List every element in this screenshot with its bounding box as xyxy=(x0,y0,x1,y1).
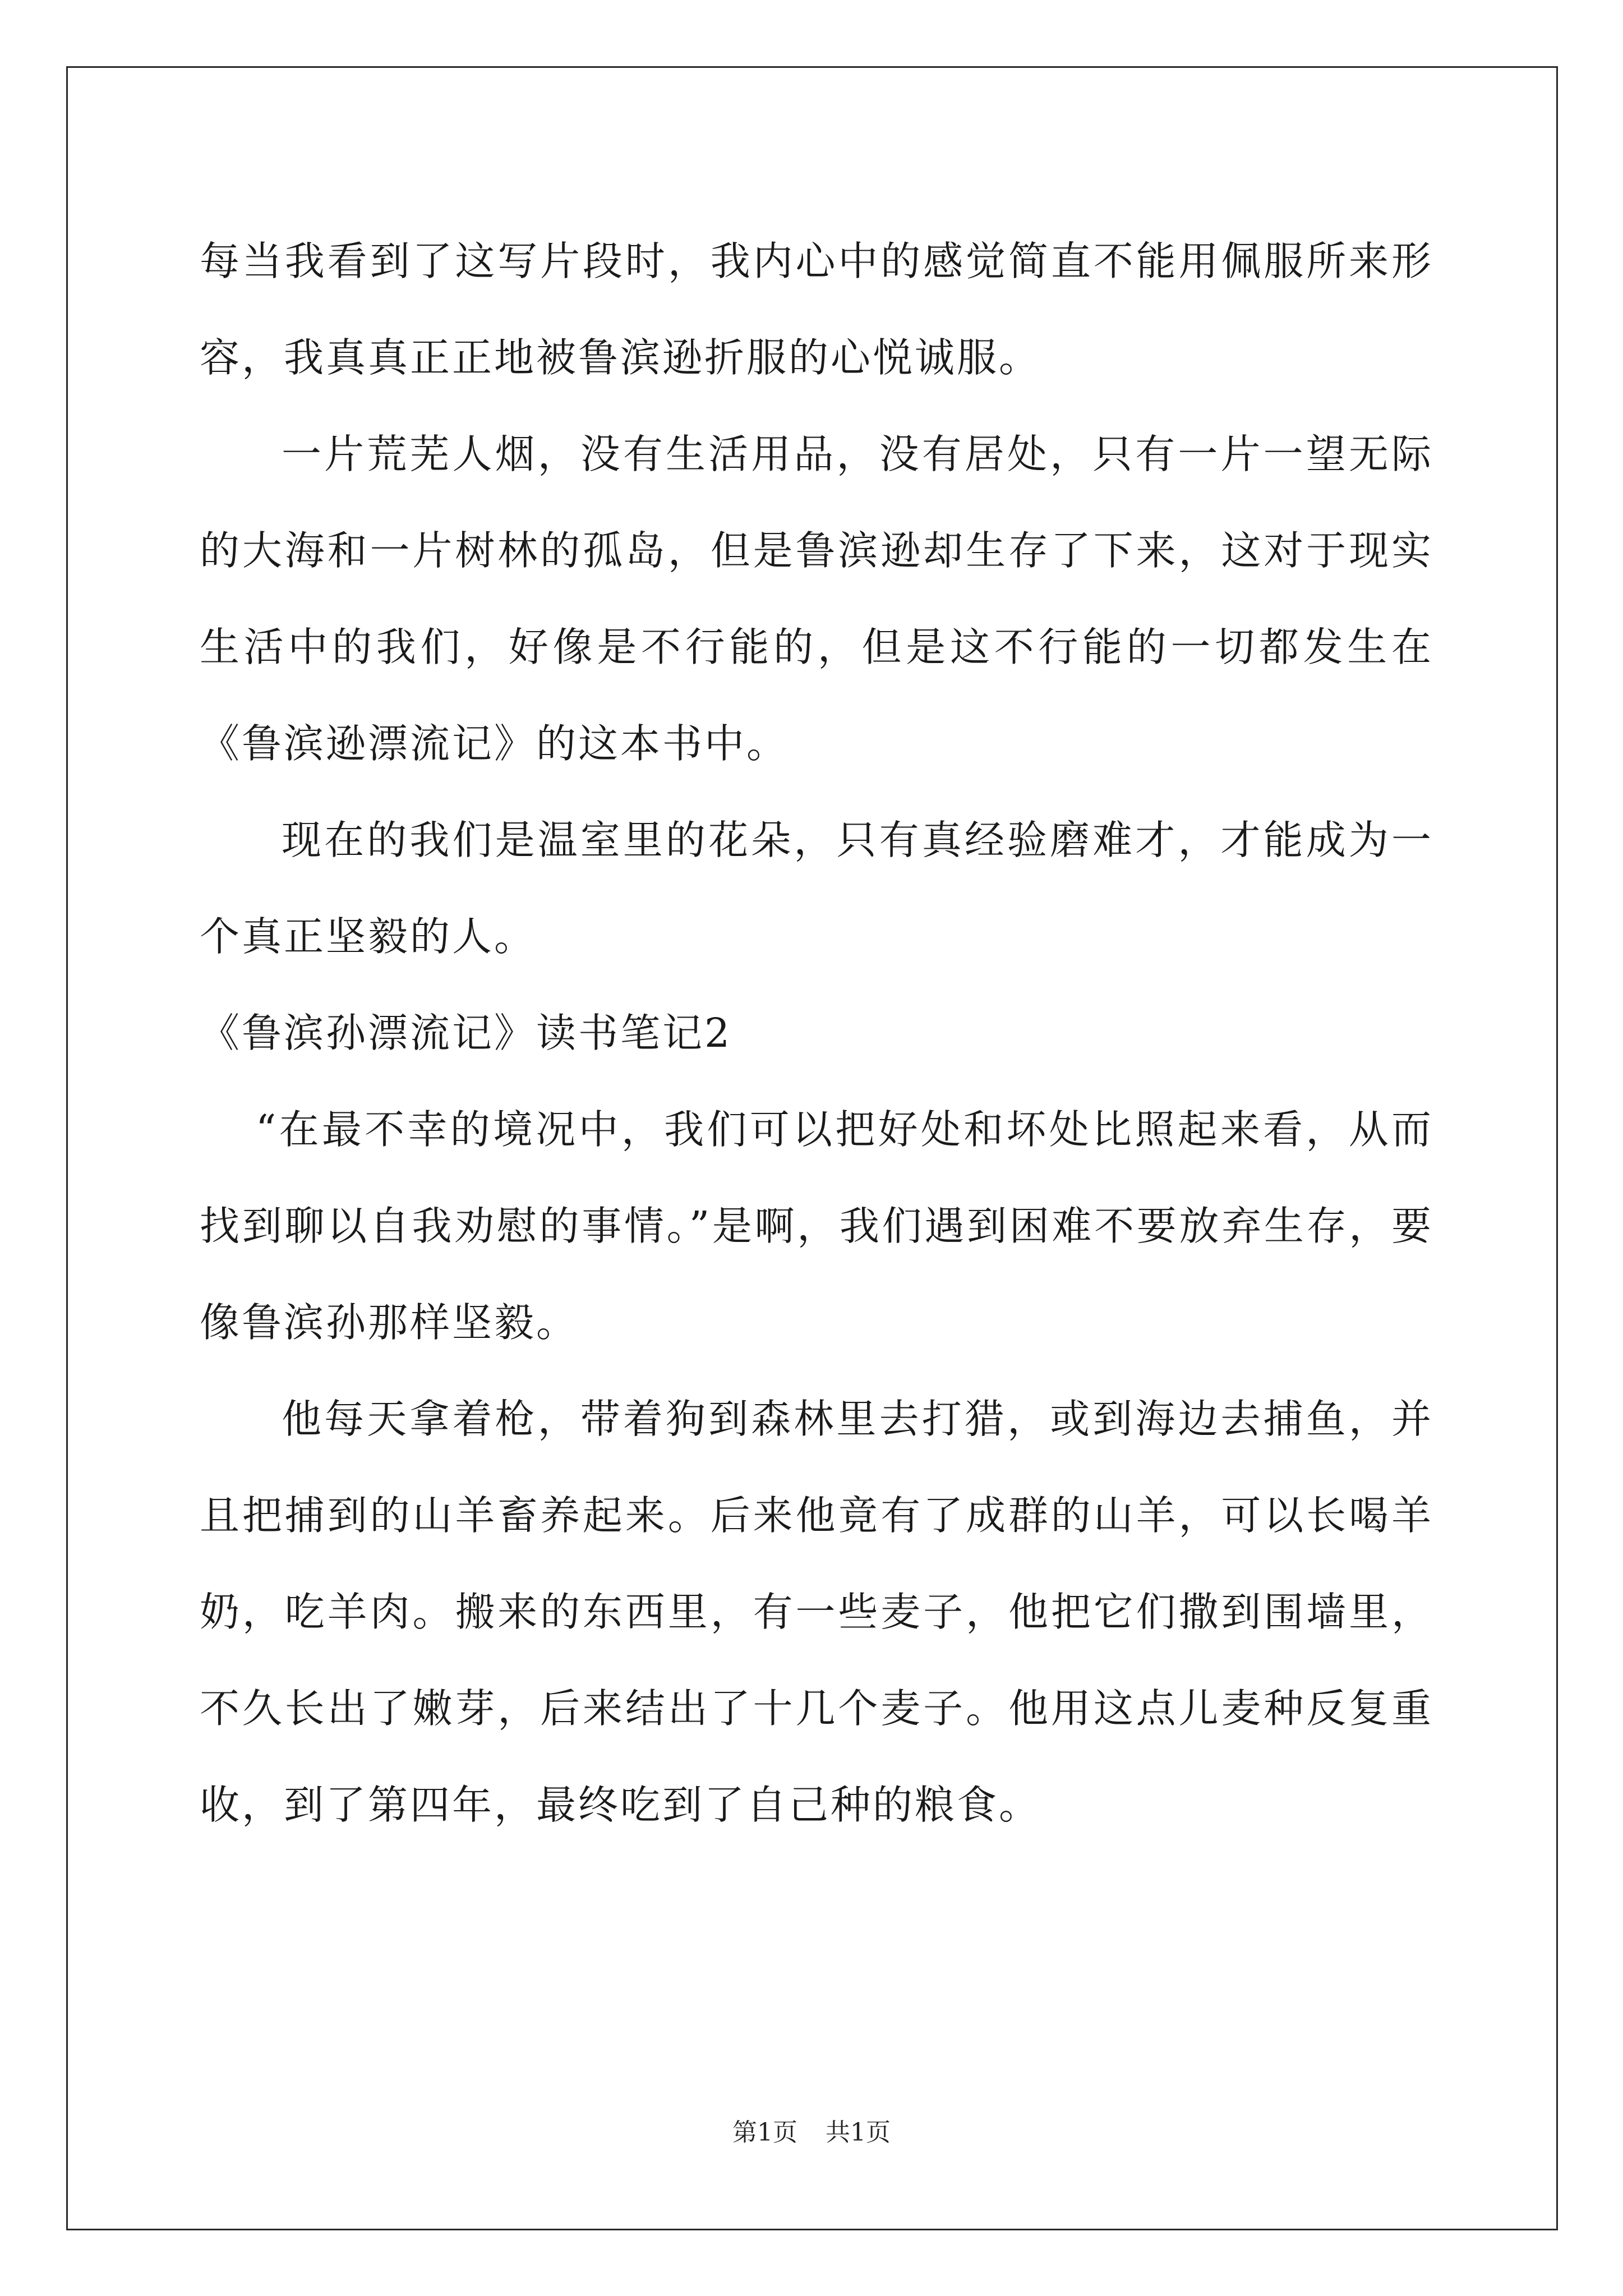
paragraph-5: 他每天拿着枪，带着狗到森林里去打猎，或到海边去捕鱼，并且把捕到的山羊畜养起来。后来他竟有了成群的山羊，可以长喝羊奶，吃羊肉。搬来的东西里，有一些麦子，他把它们撒到围墙里，不久长出了嫩芽，后来结出了十几个麦子。他用这点儿麦种反复重收，到了第四年，最终吃到了自己种的粮食。 xyxy=(200,1396,1433,1828)
document-body xyxy=(200,213,1433,1853)
paragraph-3: 现在的我们是温室里的花朵，只有真经验磨难才，才能成为一个真正坚毅的人。 xyxy=(200,817,1433,960)
page-number: 第1页 xyxy=(732,2118,797,2147)
section-heading: 《鲁滨孙漂流记》读书笔记2 xyxy=(200,1010,732,1056)
paragraph-2: 一片荒芜人烟，没有生活用品，没有居处，只有一片一望无际的大海和一片树林的孤岛，但是鲁滨逊却生存了下来，这对于现实生活中的我们，好像是不行能的，但是这不行能的一切都发生在《鲁滨逊漂流记》的这本书中。 xyxy=(200,431,1433,767)
page-footer xyxy=(0,2116,1623,2150)
paragraph-4: “在最不幸的境况中，我们可以把好处和坏处比照起来看，从而找到聊以自我劝慰的事情。”是啊，我们遇到困难不要放弃生存，要像鲁滨孙那样坚毅。 xyxy=(200,1106,1433,1346)
paragraph-1: 每当我看到了这写片段时，我内心中的感觉简直不能用佩服所来形容，我真真正正地被鲁滨逊折服的心悦诚服。 xyxy=(200,238,1433,381)
page-total: 共1页 xyxy=(826,2118,891,2147)
